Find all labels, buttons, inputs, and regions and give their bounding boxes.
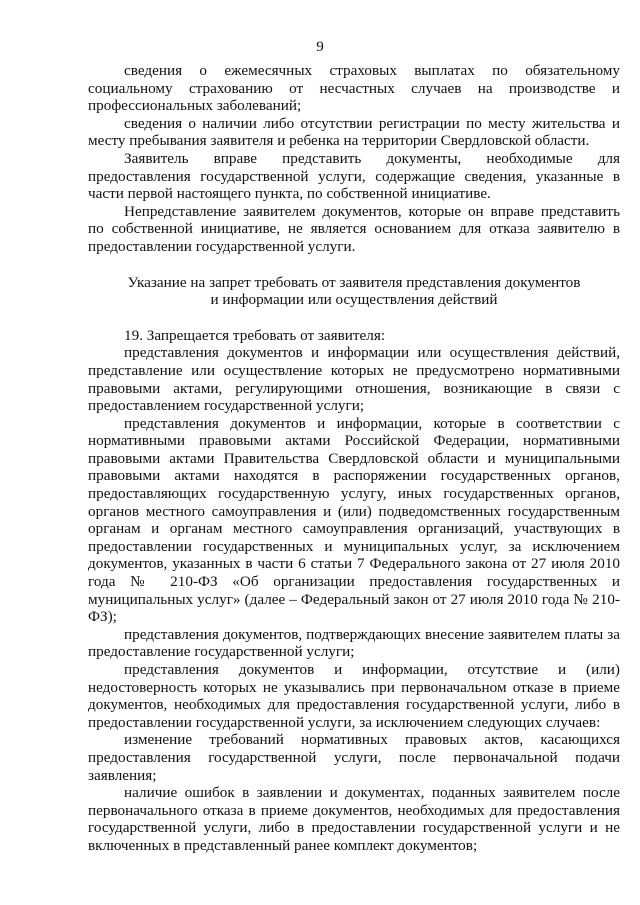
paragraph: наличие ошибок в заявлении и документах, поданных заявителем после первоначального отказа в приеме документов, необходимых для предоставления государственной услуги, либо в предоставлении государственной услуги и не включенных в представленный ранее комплект документов; [88, 784, 620, 854]
paragraph: представления документов и информации, которые в соответствии с нормативными правовыми актами Российской Федерации, нормативными правовыми актами Правительства Свердловской области и муниципальными правовыми актами находятся в распоряжении государственных органов, предоставляющих государственную услугу, иных государственных органов, органов местного самоуправления и (или) подведомственных государственным органам и органам местного самоуправления организаций, участвующих в предоставлении государственных и муниципальных услуг, за исключением документов, указанных в части 6 статьи 7 Федерального закона от 27 июля 2010 года № 210-ФЗ «Об организации предоставления государственных и муниципальных услуг» (далее – Федеральный закон от 27 июля 2010 года № 210-ФЗ); [88, 414, 620, 626]
paragraph: изменение требований нормативных правовых актов, касающихся предоставления государственной услуги, после первоначальной подачи заявления; [88, 731, 620, 784]
paragraph: представления документов и информации или осуществления действий, представление или осуществление которых не предусмотрено нормативными правовыми актами, регулирующими отношения, возникающие в связи с предоставлением государственной услуги; [88, 344, 620, 415]
paragraph: 19. Запрещается требовать от заявителя: [124, 326, 386, 344]
paragraph: Непредставление заявителем документов, которые он вправе представить по собственной инициативе, не является основанием для отказа заявителю в предоставлении государственной услуги. [88, 202, 620, 255]
paragraph: Заявитель вправе представить документы, необходимые для предоставления государственной услуги, содержащие сведения, указанные в части первой настоящего пункта, по собственной инициативе. [88, 149, 620, 203]
paragraph: представления документов и информации, отсутствие и (или) недостоверность которых не указывались при первоначальном отказе в приеме документов, необходимых для предоставления государственной услуги, либо в предоставлении государственной услуги, за исключением следующих случаев: [88, 661, 620, 731]
section-heading-line: и информации или осуществления действий [210, 291, 498, 309]
paragraph: сведения о наличии либо отсутствии регистрации по месту жительства и месту пребывания заявителя и ребенка на территории Свердловской области. [88, 114, 620, 150]
document-body [88, 62, 620, 855]
paragraph: представления документов, подтверждающих внесение заявителем платы за предоставление государственной услуги; [88, 625, 620, 661]
page-number: 9 [316, 38, 324, 55]
paragraph: сведения о ежемесячных страховых выплатах по обязательному социальному страхованию от несчастных случаев на производстве и профессиональных заболеваний; [88, 62, 620, 115]
section-heading-line: Указание на запрет требовать от заявителя представления документов [127, 273, 581, 291]
section-heading [88, 274, 620, 309]
